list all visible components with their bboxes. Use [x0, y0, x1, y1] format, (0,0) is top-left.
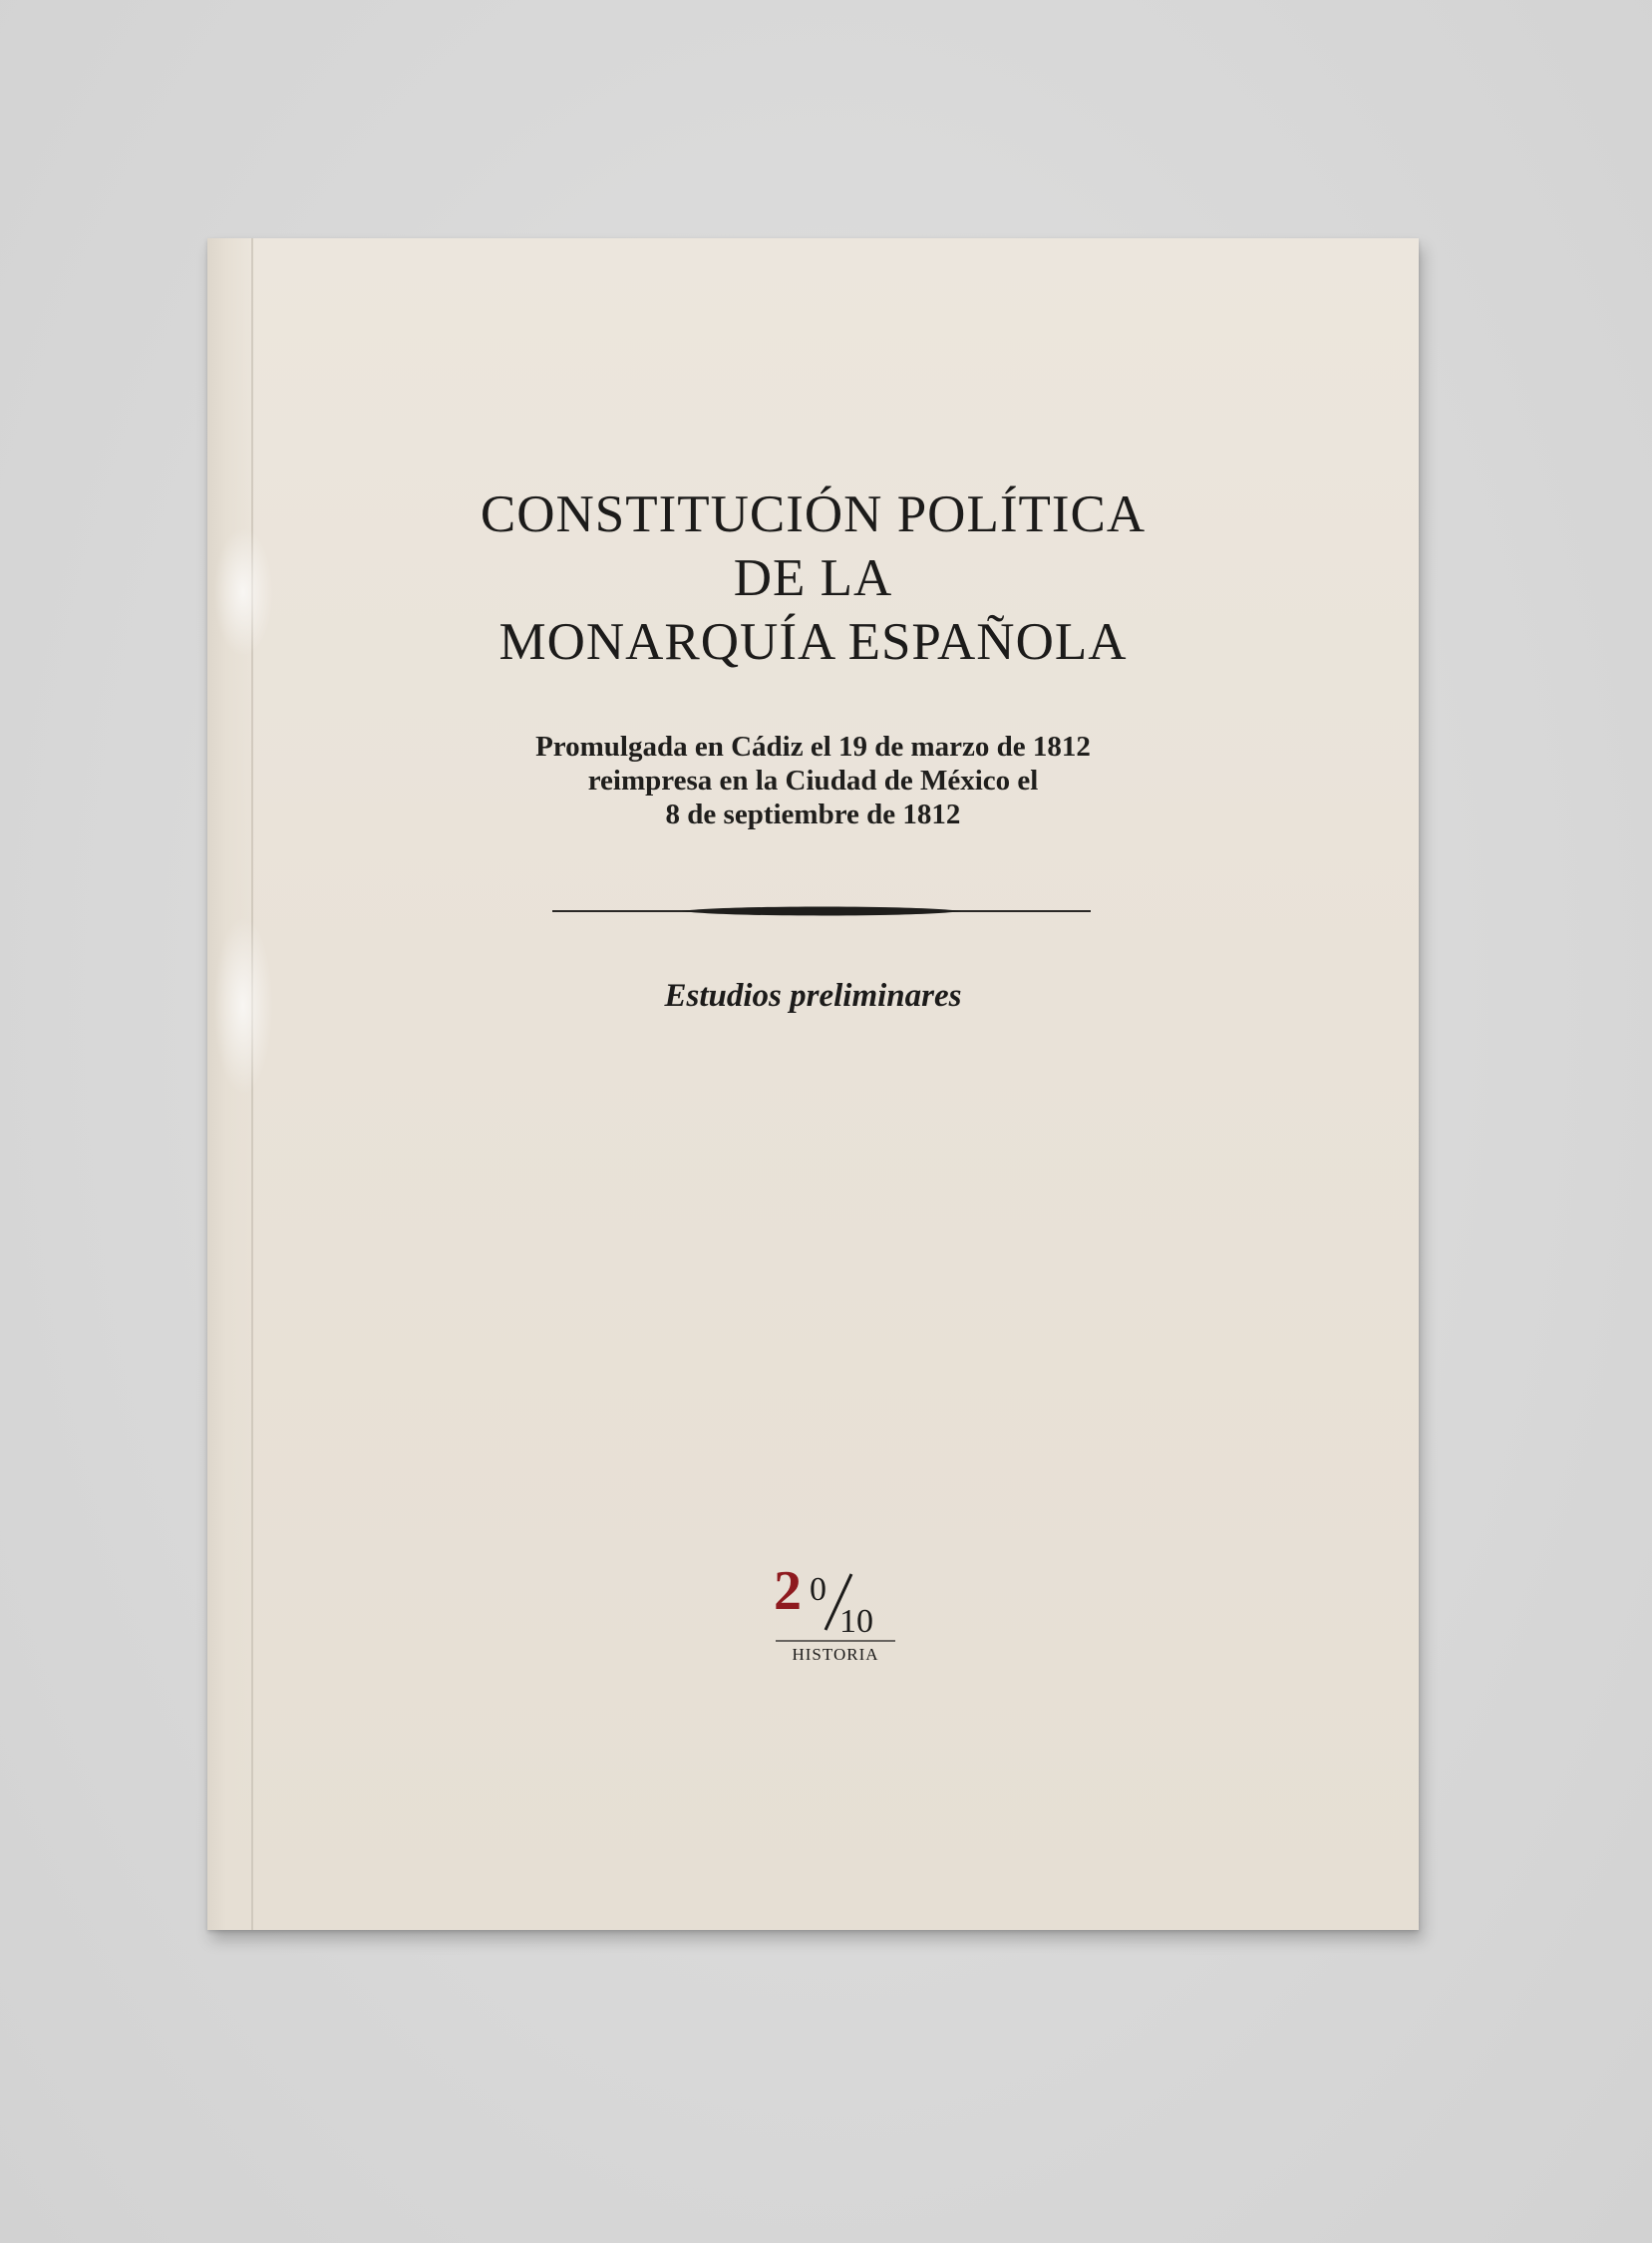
title-line-1: CONSTITUCIÓN POLÍTICA — [480, 485, 1147, 543]
subtitle-line-2: reimpresa en la Ciudad de México el — [587, 765, 1039, 797]
title-line-3: MONARQUÍA ESPAÑOLA — [498, 613, 1128, 671]
section-heading: Estudios preliminares — [664, 978, 962, 1014]
book-cover — [207, 238, 1419, 1930]
publisher-logo — [766, 1554, 905, 1672]
subtitle-line-1: Promulgada en Cádiz el 19 de marzo de 1812 — [535, 731, 1091, 763]
logo-numerator: 2 — [774, 1560, 802, 1622]
logo-denominator: 10 — [839, 1603, 873, 1640]
logo-label: HISTORIA — [792, 1645, 879, 1664]
cover-title — [207, 482, 1419, 674]
ornamental-divider — [552, 904, 1091, 918]
title-line-2: DE LA — [733, 549, 893, 607]
cover-subtitle — [207, 730, 1419, 831]
logo-zero: 0 — [810, 1571, 826, 1608]
subtitle-line-3: 8 de septiembre de 1812 — [665, 799, 961, 830]
